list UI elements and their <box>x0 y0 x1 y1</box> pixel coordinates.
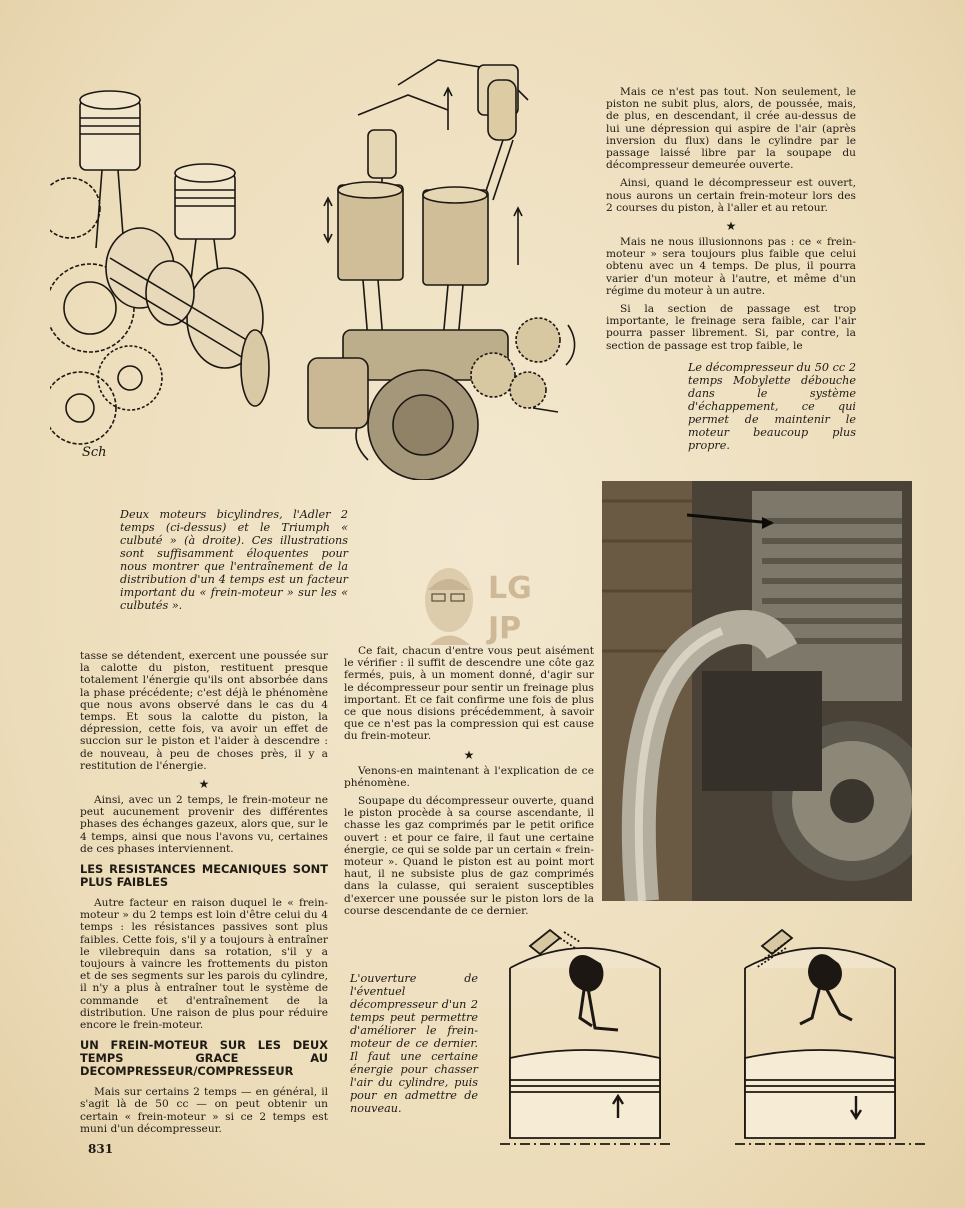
paragraph: Si la section de passage est trop importante, le freinage sera faible, car l'air pourra passer librement. Si, par contre, la section de passage est trop faible, le <box>606 303 856 352</box>
crankcase-drawing <box>308 318 560 480</box>
crankshaft-drawing <box>106 228 269 406</box>
left-text-column <box>80 650 328 1141</box>
piston-drawing <box>80 91 140 248</box>
watermark-letters-bottom: JP <box>488 611 522 645</box>
portrait-watermark <box>425 568 473 645</box>
mobylette-engine-photo <box>602 481 912 901</box>
paragraph: Mais ne nous illusionnons pas : ce « frein-moteur » sera toujours plus faible que celui obtenu avec un 4 temps. De plus, il pourra varier d'un moteur à l'autre, et même d'un régime du moteur à un autre. <box>606 236 856 297</box>
paragraph: Ainsi, avec un 2 temps, le frein-moteur ne peut aucunement provenir des différentes phases des échanges gazeux, alors que, sur le 4 temps, ainsi que nous l'avons vu, certaines de ces phases interviennent. <box>80 794 328 855</box>
triumph-engine-illustration <box>298 40 583 480</box>
engines-caption: Deux moteurs bicylindres, l'Adler 2 temps (ci-dessus) et le Triumph « culbuté » (à droite). Ces illustrations sont suffisamment éloquentes pour nous montrer que l'entraînement de la distribution d'un 4 temps est un facteur important du « frein-moteur » sur les « culbutés ». <box>120 508 348 612</box>
adler-engine-illustration <box>50 78 270 468</box>
paragraph: Ainsi, quand le décompresseur est ouvert, nous aurons un certain frein-moteur lors des 2 courses du piston, à l'aller et au retour. <box>606 177 856 214</box>
section-star: ★ <box>725 219 737 234</box>
section-heading: LES RESISTANCES MECANIQUES SONT PLUS FAIBLES <box>80 862 328 890</box>
watermark-letters-top: LG <box>488 571 532 606</box>
paragraph: Mais ce n'est pas tout. Non seulement, le piston ne subit plus, alors, de poussée, mais, de plus, en descendant, il crée au-dessus de lui une dépression qui aspire de l'air (après inversion du flux) dans le cylindre par le passage laissé libre par la soupape du décompresseur demeurée ouverte. <box>606 86 856 172</box>
cylinder-drawing <box>338 182 488 340</box>
illustrator-signature: Sch <box>82 445 107 460</box>
section-star: ★ <box>198 777 210 792</box>
paragraph: Venons-en maintenant à l'explication de ce phénomène. <box>344 764 594 789</box>
decompressor-cartoon <box>500 918 930 1150</box>
cartoon-caption: L'ouverture de l'éventuel décompresseur d'un 2 temps peut permettre d'améliorer le frein-moteur de ce dernier. Il faut une certaine énergie pour chasser l'air du cylindre, puis pour en admettre de nouveau. <box>350 972 478 1115</box>
gear-train-drawing <box>50 178 162 444</box>
section-heading: UN FREIN-MOTEUR SUR LES DEUX TEMPS GRACE AU DECOMPRESSEUR/COMPRESSEUR <box>80 1038 328 1079</box>
lgjp-watermark <box>414 560 554 645</box>
section-star: ★ <box>463 747 475 762</box>
paragraph: Ce fait, chacun d'entre vous peut aisément le vérifier : il suffit de descendre une côte gaz fermés, puis, à un moment donné, d'agir sur le décompresseur pour sentir un freinage plus important. Et ce fait confirme une fois de plus ce que nous disions précédemment, à savoir que ce n'est pas la compression qui est cause du frein-moteur. <box>344 645 594 743</box>
paragraph: Mais sur certains 2 temps — en général, il s'agit là de 50 cc — on peut obtenir un certain « frein-moteur » si ce 2 temps est muni d'un décompresseur. <box>80 1086 328 1135</box>
top-right-text-column <box>606 86 856 352</box>
page-number: 831 <box>88 1142 114 1156</box>
paragraph: tasse se détendent, exercent une poussée sur la calotte du piston, restituent presque totalement l'énergie qu'ils ont absorbée dans la phase précédente; c'est déjà le phénomène que nous avons observé dans le cas du 4 temps. Et sous la calotte du piston, la dépression, cette fois, va avoir un effet de succion sur le piston et l'aider à descendre : de nouveau, à peu de choses près, il y a restitution de l'énergie. <box>80 650 328 772</box>
paragraph: Soupape du décompresseur ouverte, quand le piston procède à sa course ascendante, il chasse les gaz comprimés par le petit orifice ouvert : et pour ce faire, il faut une certaine énergie, ce qui se solde par un certain « frein-moteur ». Quand le piston est au point mort haut, il ne subsiste plus de gaz comprimés dans la culasse, qui seraient susceptibles d'exercer une poussée sur le piston lors de la course descendante de ce dernier. <box>344 795 594 917</box>
paragraph: Autre facteur en raison duquel le « frein-moteur » du 2 temps est loin d'être celui du 4 temps : les résistances passives sont plus faibles. Cette fois, s'il y a toujours à entraîner le vilebrequin dans sa rotation, s'il y a toujours à vaincre les frottements du piston et de ses segments sur les parois du cylindre, il n'y a plus à entraîner tout le système de commande et d'entraînement de la distribution. Une raison de plus pour réduire encore le frein-moteur. <box>80 897 328 1032</box>
photo-caption: Le décompresseur du 50 cc 2 temps Mobylette débouche dans le système d'échappement, ce qui permet de maintenir le moteur beaucoup plus propre. <box>688 361 856 452</box>
middle-text-column <box>344 645 594 923</box>
